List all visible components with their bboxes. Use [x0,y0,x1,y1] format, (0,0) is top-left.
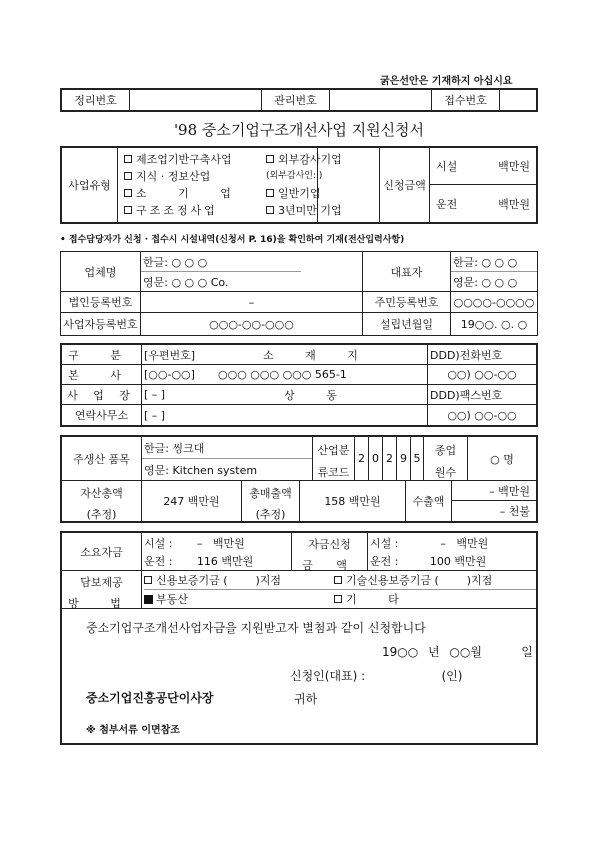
liaison-office-label: 연락사무소 [62,405,142,425]
checked-box-icon[interactable] [144,595,153,604]
industry-code-digit: 5 [410,437,424,480]
main-product-label: 주생산 품목 [62,437,142,481]
option-knowledge-info[interactable]: 지식 · 정보산업 [124,167,210,184]
company-name-cell-border [141,252,363,272]
plant-zip[interactable]: [ – ] [142,385,208,405]
registration-number-field[interactable] [130,90,262,110]
management-number-label: 관리번호 [262,90,330,110]
product-english[interactable]: 영문: Kitchen system [142,459,312,481]
industry-code-digit: 0 [368,437,382,480]
required-facility-funds[interactable]: 시설 : – 백만원 [142,533,292,552]
resident-registration-label: 주민등록번호 [363,292,451,313]
receipt-number-label: 접수번호 [432,90,500,110]
liaison-office-zip[interactable]: [ – ] [144,408,166,422]
company-info-table [60,251,538,336]
applied-operating-funds[interactable]: 운전 : 100 백만원 [368,552,536,571]
header-number-row [60,88,538,112]
option-audited[interactable]: 외부감사기업 [266,150,342,167]
checkbox-icon[interactable] [334,576,342,584]
checkbox-icon[interactable] [266,189,274,197]
facility-amount-row[interactable]: 시설 백만원 [430,148,536,185]
registration-number-label: 정리번호 [62,90,130,110]
company-name-label: 업체명 [61,252,141,292]
total-assets-value[interactable]: 247 백만원 [142,481,242,521]
checkbox-icon[interactable] [124,189,132,197]
application-statement: 중소기업구조개선사업자금을 지원받고자 별첨과 같이 신청합니다 [86,621,426,635]
total-assets-label: 자산총액 (추정) [62,481,142,521]
industry-code-digit: 9 [396,437,410,480]
product-korean[interactable]: 한글: 씽크대 [142,437,312,459]
fax-header: DDD)팩스번호 [428,385,536,405]
form-title: '98 중소기업구조개선사업 지원신청서 [173,121,425,139]
product-finance-table [60,435,538,523]
employee-count-value[interactable]: ○ 명 [468,437,536,481]
collateral-other[interactable]: 기 타 [334,590,536,609]
corporate-registration-label: 법인등록번호 [61,292,141,313]
requested-amount-label: 신청금액 [380,148,430,222]
option-manufacturing[interactable]: 제조업기반구축사업 [124,150,232,167]
option-restructuring[interactable]: 구조조정사업 [124,201,218,218]
checkbox-icon[interactable] [124,155,132,163]
option-general[interactable]: 일반기업 [266,184,321,201]
requested-amount-values [430,148,536,222]
headquarters-phone[interactable]: ○○) ○○-○○ [428,365,536,385]
recipient-title: 중소기업진흥공단이사장 [86,691,214,705]
required-operating-funds[interactable]: 운전 : 116 백만원 [142,552,292,571]
checkbox-icon[interactable] [334,595,342,603]
receipt-number-field[interactable] [500,90,536,110]
representative-korean[interactable]: 한글: ○ ○ ○ [451,252,537,272]
checkbox-icon[interactable] [124,172,132,180]
audit-options [262,148,380,222]
fax-number[interactable]: ○○) ○○-○○ [447,408,517,422]
headquarters-address[interactable]: ○○○ ○○○ ○○○ 565-1 [208,365,428,385]
top-note: 굵은선안은 기재하지 아십시요 [380,76,513,87]
application-date[interactable]: 19○○ 년 ○○월 일 [382,645,533,659]
employee-count-label: 종업 원수 [424,437,468,481]
headquarters-zip[interactable]: [○○-○○] [142,365,208,385]
collateral-real-estate[interactable]: 부동산 [142,590,334,609]
location-header: 소 재 지 [208,345,428,365]
industry-code-digits[interactable] [354,437,424,481]
option-small-business[interactable]: 소 기 업 [124,184,245,201]
checkbox-icon[interactable] [144,576,152,584]
collateral-credit-guarantee[interactable]: 신용보증기금 ( )지점 [144,571,334,590]
phone-header: DDD)전화번호 [428,345,536,365]
company-name-korean[interactable]: 한글: ○ ○ ○ [141,252,301,272]
corporate-registration-value[interactable]: – [141,292,363,313]
business-registration-value[interactable]: ○○○-○○-○○○ [141,313,363,335]
applied-funds-label: 자금신청 금 액 [292,533,368,571]
company-name-english[interactable]: 영문: ○ ○ ○ Co. [141,272,363,292]
liaison-office-address[interactable] [208,405,428,425]
external-auditor-field[interactable]: (외부감사인: ) [266,171,323,181]
recipient-honorific: 귀하 [294,692,318,706]
business-type-section [60,146,538,224]
intake-notice: • 접수담당자가 신청 · 접수시 시설내역(신청서 P. 16)을 확인하여 기재(전산입력사항) [60,235,405,245]
business-type-label: 사업유형 [62,148,118,222]
checkbox-icon[interactable] [266,155,274,163]
headquarters-label: 본 사 [62,365,142,385]
founded-date-label: 설립년월일 [363,313,451,335]
address-table [60,343,538,427]
representative-label: 대표자 [363,252,451,292]
export-label: 수출액 [406,481,452,521]
industry-code-digit: 2 [382,437,396,480]
operating-amount-row[interactable]: 운전 백만원 [436,197,530,211]
collateral-tech-guarantee[interactable]: 기술신용보증기금 ( )지점 [334,571,536,590]
industry-code-label: 산업분 류코드 [312,437,354,481]
founded-date-value[interactable]: 19○○. ○. ○ [460,317,528,331]
resident-registration-value[interactable]: ○○○○-○○○○ [451,292,537,313]
plant-label: 사 업 장 [62,385,142,405]
industry-code-digit: 2 [354,437,368,480]
required-funds-label: 소요자금 [62,533,142,571]
management-number-field[interactable] [330,90,432,110]
total-sales-label: 총매출액 (추정) [242,481,300,521]
checkbox-icon[interactable] [266,206,274,214]
applied-facility-funds[interactable]: 시설 : – 백만원 [370,536,489,550]
business-registration-label: 사업자등록번호 [61,313,141,335]
applicant-signature[interactable]: 신청인(대표) : (인) [290,669,463,683]
collateral-method-label: 담보제공 방 법 [62,571,142,609]
export-usd-value[interactable]: – 천불 [499,505,530,518]
representative-english[interactable]: 영문: ○ ○ ○ [451,272,537,292]
option-under-3-years[interactable]: 3년미만 기업 [266,201,342,218]
total-sales-value[interactable]: 158 백만원 [300,481,406,521]
plant-address[interactable]: 상 동 [208,385,428,405]
checkbox-icon[interactable] [124,206,132,214]
export-krw-value[interactable]: – 백만원 [452,481,536,501]
zip-header: [우편번호] [142,345,208,365]
attachment-note: ※ 첨부서류 이면참조 [86,725,180,736]
address-category-header: 구 분 [62,345,142,365]
funds-declaration-section [60,531,538,745]
